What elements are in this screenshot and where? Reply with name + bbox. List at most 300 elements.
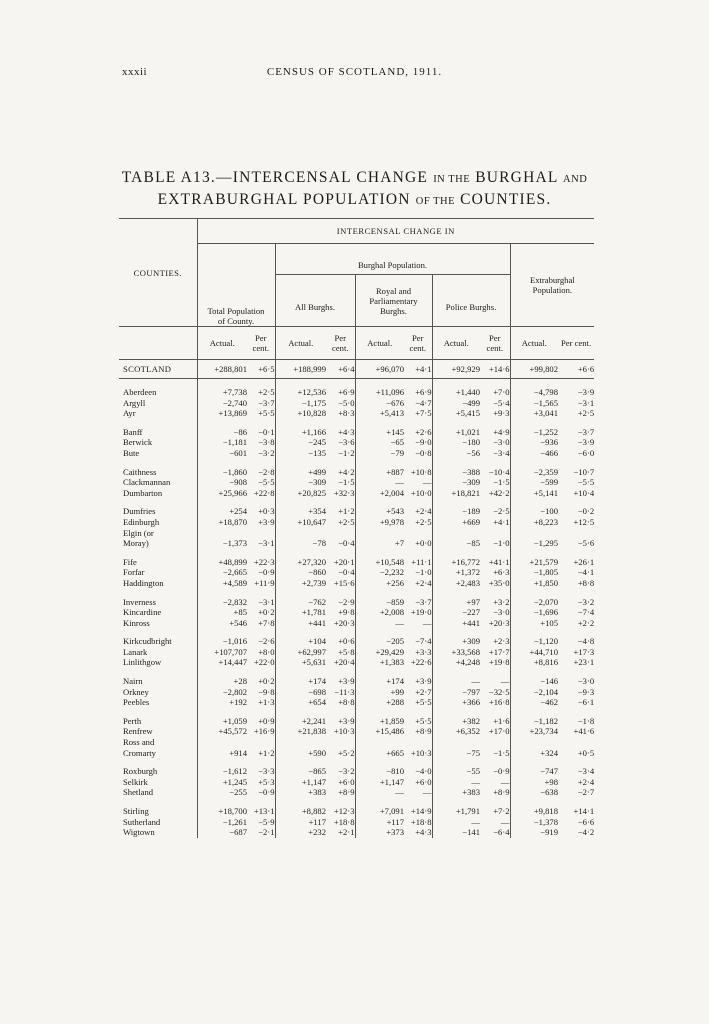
table-row (119, 766, 594, 777)
col-actual: Actual. (275, 327, 326, 360)
county-name: Orkney (119, 687, 197, 698)
actual-cell: +887 (386, 466, 404, 477)
actual-cell: +9,818 (533, 806, 558, 816)
table-row (119, 748, 594, 759)
actual-cell: −908 (229, 477, 247, 488)
actual-cell: −762 (308, 596, 326, 607)
per-cent-cell: +3·3 (404, 647, 432, 658)
table-title (0, 168, 709, 212)
per-cent-cell: +14·6 (480, 360, 510, 379)
actual-cell: −859 (386, 596, 404, 607)
col-per-cent: Per cent. (404, 327, 432, 360)
actual-cell: +2,483 (455, 577, 480, 588)
table-row (119, 387, 594, 398)
actual-cell: +254 (229, 506, 247, 517)
per-cent-cell: +12·3 (326, 806, 355, 817)
per-cent-cell: +4·1 (480, 517, 510, 528)
per-cent-cell: −0·4 (326, 538, 355, 549)
county-name: Banff (119, 427, 197, 438)
actual-cell: +7,738 (222, 387, 247, 397)
per-cent-cell: +6·3 (480, 567, 510, 578)
actual-cell: +192 (229, 697, 247, 708)
table-row (119, 817, 594, 828)
per-cent-cell: +5·2 (326, 748, 355, 759)
county-name: Edinburgh (119, 517, 197, 528)
per-cent-cell: — (404, 618, 432, 629)
per-cent-cell: +2·4 (404, 506, 432, 517)
actual-cell: +590 (308, 747, 326, 758)
actual-cell: +15,486 (375, 726, 404, 737)
per-cent-cell: −0·9 (480, 766, 510, 777)
actual-cell: +309 (462, 636, 480, 647)
actual-cell: +256 (386, 577, 404, 588)
county-name: Bute (119, 448, 197, 459)
per-cent-cell: −2·1 (247, 827, 275, 838)
county-name: Ayr (119, 408, 197, 419)
actual-cell: +62,997 (297, 646, 326, 657)
county-name: Kincardine (119, 607, 197, 618)
actual-cell (355, 737, 404, 748)
per-cent-cell: +8·3 (326, 408, 355, 419)
actual-cell: +1,791 (455, 806, 480, 816)
per-cent-cell: −1·5 (326, 477, 355, 488)
actual-cell: −466 (540, 447, 558, 458)
per-cent-cell: +17·3 (573, 646, 595, 657)
actual-cell: +188,999 (275, 360, 326, 379)
per-cent-cell: +17·0 (480, 726, 510, 737)
col-actual: Actual. (432, 327, 480, 360)
county-rows (119, 379, 594, 838)
per-cent-cell: +2·1 (326, 827, 355, 838)
per-cent-cell: +11·1 (404, 557, 432, 568)
per-cent-cell: +6·5 (247, 360, 275, 379)
actual-cell: +97 (466, 596, 480, 607)
intercensal-header: INTERCENSAL CHANGE IN (197, 219, 594, 244)
per-cent-cell: −2·6 (247, 636, 275, 647)
actual-cell: +383 (462, 787, 480, 798)
actual-cell: +48,899 (218, 556, 247, 567)
county-name: Moray) (119, 538, 197, 549)
per-cent-cell: +2·5 (404, 517, 432, 528)
total-population-header: Total Population of County. (197, 244, 275, 327)
actual-cell: +7 (394, 538, 404, 549)
actual-cell: +5,141 (533, 487, 558, 498)
per-cent-cell: +26·1 (573, 556, 595, 567)
county-name: Nairn (119, 676, 197, 687)
per-cent-cell: +6·4 (326, 360, 355, 379)
per-cent-cell: +2·3 (480, 636, 510, 647)
per-cent-cell: +3·9 (326, 716, 355, 727)
actual-cell: +21,838 (297, 726, 326, 737)
per-cent-cell (326, 528, 355, 539)
actual-cell: +7,091 (379, 806, 404, 816)
actual-cell: +1,372 (455, 567, 480, 578)
per-cent-cell: −6·6 (577, 816, 595, 827)
actual-cell: — (395, 617, 404, 628)
county-name: Dumfries (119, 506, 197, 517)
per-cent-cell: −5·5 (577, 477, 595, 488)
per-cent-cell: +2·7 (404, 687, 432, 698)
actual-cell: −1,016 (222, 636, 247, 647)
actual-cell: +18,870 (218, 516, 247, 527)
actual-cell: — (471, 676, 480, 687)
per-cent-cell: −2·9 (326, 597, 355, 608)
per-cent-cell: −6·0 (577, 447, 595, 458)
actual-cell: — (395, 787, 404, 798)
per-cent-cell: −3·1 (577, 397, 595, 408)
actual-cell: −601 (229, 447, 247, 458)
per-cent-cell: −4·1 (577, 567, 595, 578)
actual-cell (197, 737, 247, 748)
per-cent-cell: −3·7 (577, 426, 595, 437)
actual-cell: −1,175 (301, 397, 326, 408)
per-cent-cell: +22·3 (247, 557, 275, 568)
group-spacer (119, 798, 594, 806)
per-cent-cell: −4·2 (577, 827, 595, 838)
per-cent-cell: +8·0 (247, 647, 275, 658)
actual-cell: −65 (390, 437, 404, 448)
per-cent-cell: +0·2 (247, 607, 275, 618)
actual-cell: −2,070 (533, 596, 558, 607)
actual-cell: +105 (540, 617, 558, 628)
actual-cell: +665 (386, 747, 404, 758)
per-cent-cell: +4·2 (326, 467, 355, 478)
actual-cell: +383 (308, 787, 326, 798)
actual-cell: −2,359 (533, 466, 558, 477)
actual-cell: +27,320 (297, 556, 326, 567)
table-row (119, 687, 594, 698)
actual-cell: +18,700 (218, 806, 247, 816)
actual-cell: −1,373 (222, 538, 247, 549)
per-cent-cell: −3·2 (326, 766, 355, 777)
table-row (119, 737, 594, 748)
actual-cell: +25,966 (218, 487, 247, 498)
actual-cell: −135 (308, 447, 326, 458)
actual-cell: −1,181 (222, 437, 247, 448)
all-burghs-header: All Burghs. (275, 275, 355, 327)
actual-cell: +373 (386, 827, 404, 838)
per-cent-cell: +5·5 (247, 408, 275, 419)
per-cent-cell: +2·5 (326, 517, 355, 528)
per-cent-cell: +42·2 (480, 488, 510, 499)
per-cent-cell (558, 528, 594, 539)
per-cent-cell: +1·2 (247, 748, 275, 759)
actual-cell: +354 (308, 506, 326, 517)
per-cent-cell: +8·9 (404, 726, 432, 737)
county-name: Clackmannan (119, 477, 197, 488)
county-name: Aberdeen (119, 387, 197, 398)
actual-cell: +29,429 (375, 646, 404, 657)
actual-cell: +1,147 (301, 776, 326, 787)
extraburghal-header: Extraburghal Population. (529, 275, 575, 295)
actual-cell: −1,612 (222, 766, 247, 777)
county-name: Dumbarton (119, 488, 197, 499)
actual-cell: +1,383 (379, 657, 404, 668)
per-cent-cell: +7·2 (480, 806, 510, 817)
actual-cell: +1,781 (301, 607, 326, 618)
subheader-row (119, 327, 594, 360)
actual-cell: +33,568 (451, 646, 480, 657)
per-cent-cell: −1·5 (480, 748, 510, 759)
actual-cell: −499 (462, 397, 480, 408)
per-cent-cell: −9·3 (577, 686, 595, 697)
col-actual: Actual. (510, 327, 558, 360)
table-row (119, 618, 594, 629)
per-cent-cell: −0·8 (404, 448, 432, 459)
col-per-cent: Per cent. (480, 327, 510, 360)
per-cent-cell: +0·5 (577, 747, 595, 758)
per-cent-cell: −2·5 (480, 506, 510, 517)
table-row (119, 597, 594, 608)
per-cent-cell (404, 737, 432, 748)
actual-cell: −309 (308, 477, 326, 488)
per-cent-cell: +2·6 (404, 427, 432, 438)
per-cent-cell: −3·0 (480, 437, 510, 448)
per-cent-cell: −1·8 (577, 715, 595, 726)
actual-cell: +4,248 (455, 657, 480, 668)
actual-cell: +6,352 (455, 726, 480, 737)
actual-cell: −1,696 (533, 607, 558, 618)
per-cent-cell: +32·3 (326, 488, 355, 499)
county-name: Selkirk (119, 777, 197, 788)
per-cent-cell: +2·5 (247, 387, 275, 398)
actual-cell: −698 (308, 686, 326, 697)
actual-cell: −462 (540, 697, 558, 708)
county-name: Cromarty (119, 748, 197, 759)
actual-cell: −1,860 (222, 466, 247, 477)
actual-cell (510, 737, 558, 748)
counties-header: COUNTIES. (119, 219, 197, 327)
actual-cell: — (395, 477, 404, 488)
col-per-cent: Per cent. (326, 327, 355, 360)
actual-cell: −599 (540, 477, 558, 488)
per-cent-cell (247, 528, 275, 539)
actual-cell: −1,261 (222, 816, 247, 827)
actual-cell: −2,665 (222, 567, 247, 578)
per-cent-cell: +8·9 (326, 787, 355, 798)
per-cent-cell: +7·8 (247, 618, 275, 629)
per-cent-cell: −3·1 (247, 538, 275, 549)
burghal-population-header: Burghal Population. (275, 244, 510, 275)
actual-cell: −2,832 (222, 596, 247, 607)
actual-cell: −205 (386, 636, 404, 647)
actual-cell: −797 (462, 686, 480, 697)
actual-cell: +28 (233, 676, 247, 687)
actual-cell: −180 (462, 437, 480, 448)
per-cent-cell: +2·5 (577, 408, 595, 419)
per-cent-cell: +6·9 (404, 387, 432, 398)
actual-cell: +8,882 (301, 806, 326, 816)
per-cent-cell: −6·1 (577, 697, 595, 708)
actual-cell: +232 (308, 827, 326, 838)
actual-cell: −100 (540, 506, 558, 517)
county-name: Forfar (119, 567, 197, 578)
per-cent-cell: +6·0 (326, 777, 355, 788)
actual-cell: −388 (462, 466, 480, 477)
per-cent-cell: −3·7 (404, 597, 432, 608)
per-cent-cell: +13·1 (247, 806, 275, 817)
actual-cell: +85 (233, 607, 247, 618)
scotland-totals (119, 360, 594, 379)
actual-cell: −2,740 (222, 397, 247, 408)
actual-cell: +2,739 (301, 577, 326, 588)
actual-cell (432, 737, 480, 748)
group-spacer (119, 379, 594, 388)
per-cent-cell: −3·4 (480, 448, 510, 459)
per-cent-cell: +5·5 (404, 716, 432, 727)
per-cent-cell: −3·0 (480, 607, 510, 618)
per-cent-cell: +0·9 (247, 716, 275, 727)
actual-cell: +174 (308, 676, 326, 687)
actual-cell: +117 (308, 816, 326, 827)
actual-cell: +44,710 (529, 646, 558, 657)
group-spacer (119, 628, 594, 636)
per-cent-cell: −3·1 (247, 597, 275, 608)
actual-cell: +499 (308, 466, 326, 477)
actual-cell: +10,548 (375, 556, 404, 567)
actual-cell: +2,004 (379, 487, 404, 498)
table-row (119, 506, 594, 517)
table-row (119, 448, 594, 459)
actual-cell: −245 (308, 437, 326, 448)
actual-cell: +543 (386, 506, 404, 517)
actual-cell: +145 (386, 426, 404, 437)
actual-cell: −141 (462, 827, 480, 838)
county-name: Kirkcudbright (119, 636, 197, 647)
per-cent-cell: −0·9 (247, 567, 275, 578)
per-cent-cell: −0·1 (247, 427, 275, 438)
per-cent-cell: +19·8 (480, 657, 510, 668)
table-row (119, 567, 594, 578)
per-cent-cell: +19·0 (404, 607, 432, 618)
per-cent-cell: +41·1 (480, 557, 510, 568)
county-name: SCOTLAND (119, 360, 197, 379)
county-name: Berwick (119, 437, 197, 448)
per-cent-cell: +7·0 (480, 387, 510, 398)
actual-cell: — (471, 816, 480, 827)
actual-cell: +98 (544, 776, 558, 787)
actual-cell: −86 (233, 426, 247, 437)
per-cent-cell (480, 528, 510, 539)
actual-cell: −227 (462, 607, 480, 618)
actual-cell: +441 (462, 617, 480, 628)
actual-cell: +5,631 (301, 657, 326, 668)
actual-cell: +14,447 (218, 657, 247, 668)
per-cent-cell: −3·2 (247, 448, 275, 459)
actual-cell: +8,816 (533, 657, 558, 668)
per-cent-cell: −10·7 (573, 466, 595, 477)
actual-cell: +1,440 (455, 387, 480, 397)
actual-cell: −919 (540, 827, 558, 838)
actual-cell: +92,929 (432, 360, 480, 379)
table-row (119, 726, 594, 737)
per-cent-cell: +5·3 (247, 777, 275, 788)
per-cent-cell: +5·5 (404, 697, 432, 708)
table-row (119, 427, 594, 438)
county-name: Stirling (119, 806, 197, 817)
per-cent-cell: +0·0 (404, 538, 432, 549)
group-spacer (119, 419, 594, 427)
per-cent-cell (326, 737, 355, 748)
per-cent-cell: +16·8 (480, 697, 510, 708)
col-per-cent: Per cent. (247, 327, 275, 360)
per-cent-cell: — (480, 676, 510, 687)
table-row (119, 557, 594, 568)
actual-cell: +2,241 (301, 715, 326, 726)
per-cent-cell: −0·9 (247, 787, 275, 798)
per-cent-cell: −32·5 (480, 687, 510, 698)
per-cent-cell: −3·0 (577, 676, 595, 687)
group-spacer (119, 459, 594, 467)
per-cent-cell: −3·8 (247, 437, 275, 448)
table-row (119, 716, 594, 727)
per-cent-cell: −3·9 (577, 387, 595, 397)
table-row (119, 488, 594, 499)
intercensal-change-table (119, 218, 594, 838)
actual-cell: −1,378 (533, 816, 558, 827)
per-cent-cell: +8·9 (480, 787, 510, 798)
title-line-1: TABLE A13.—INTERCENSAL CHANGE IN THE BURGHAL AND (121, 169, 588, 186)
actual-cell: +117 (386, 816, 404, 827)
per-cent-cell: +2·4 (577, 776, 595, 787)
actual-cell (432, 528, 480, 539)
actual-cell: −4,798 (533, 387, 558, 397)
per-cent-cell: +6·0 (404, 777, 432, 788)
actual-cell: −747 (540, 766, 558, 777)
table-row (119, 538, 594, 549)
group-spacer (119, 758, 594, 766)
per-cent-cell: −5·5 (247, 477, 275, 488)
per-cent-cell: +20·3 (326, 618, 355, 629)
per-cent-cell: +0·6 (326, 636, 355, 647)
actual-cell (197, 528, 247, 539)
group-spacer (119, 668, 594, 676)
actual-cell: +9,978 (379, 516, 404, 527)
county-name: Linlithgow (119, 657, 197, 668)
actual-cell: +914 (229, 747, 247, 758)
actual-cell: +366 (462, 697, 480, 708)
page-number: xxxii (122, 66, 148, 78)
county-name: Caithness (119, 467, 197, 478)
county-name: Elgin (or (119, 528, 197, 539)
actual-cell: +10,828 (297, 408, 326, 419)
per-cent-cell: +2·2 (577, 617, 595, 628)
per-cent-cell: +12·5 (573, 516, 595, 527)
per-cent-cell: +3·9 (247, 517, 275, 528)
actual-cell (275, 528, 326, 539)
actual-cell: −56 (466, 447, 480, 458)
group-spacer (119, 498, 594, 506)
per-cent-cell: −6·4 (480, 827, 510, 838)
actual-cell: +18,821 (451, 487, 480, 498)
per-cent-cell: +22·8 (247, 488, 275, 499)
actual-cell: +5,413 (379, 408, 404, 419)
table-row (119, 528, 594, 539)
actual-cell: +1,021 (455, 426, 480, 437)
per-cent-cell: −2·7 (577, 787, 595, 798)
per-cent-cell: −9·8 (247, 687, 275, 698)
actual-cell: +2,008 (379, 607, 404, 618)
running-head: CENSUS OF SCOTLAND, 1911. (266, 66, 443, 78)
actual-cell: +99,802 (510, 360, 558, 379)
per-cent-cell: −5·6 (577, 538, 595, 549)
per-cent-cell: −3·7 (247, 398, 275, 409)
table-row (119, 697, 594, 708)
table-row (119, 787, 594, 798)
per-cent-cell: −7·4 (404, 636, 432, 647)
actual-cell: +104 (308, 636, 326, 647)
table-row (119, 607, 594, 618)
